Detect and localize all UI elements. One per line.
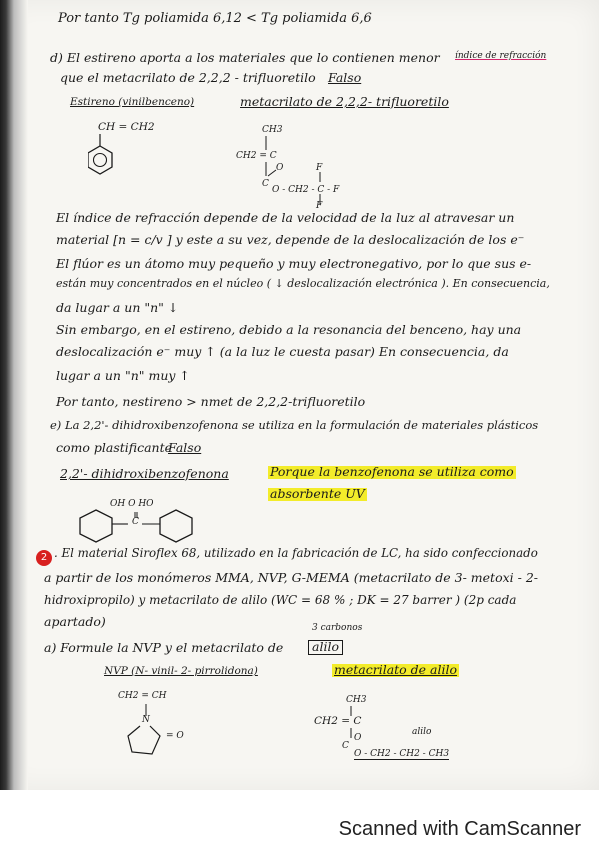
question-a-line: a) Formule la NVP y el metacrilato de [44, 640, 284, 655]
benzo-c: C [132, 517, 139, 527]
alilo-ch3: CH3 [346, 695, 367, 705]
alilo-ester-chain: O - CH2 - CH2 - CH3 [354, 749, 450, 759]
question-2-line3: hidroxipropilo) y metacrilato de alilo (WC = 68 % ; DK = 27 barrer ) (2p cada [44, 593, 517, 607]
alilo-boxed: alilo [308, 640, 343, 655]
estireno-vinyl: CH = CH2 [98, 121, 155, 133]
explanation-line-6: Sin embargo, en el estireno, debido a la resonancia del benceno, hay una [56, 322, 522, 337]
met-f-top: F [316, 163, 323, 173]
nvp-vinyl: CH2 = CH [118, 691, 167, 701]
heading-dihidroxibenzofenona: 2,2'- dihidroxibenzofenona [60, 466, 229, 481]
alilo-carbonyl-o: O [354, 733, 362, 743]
conclusion-n-line: Por tanto, nestireno > nmet de 2,2,2-trifluoretilo [56, 394, 366, 409]
met-ester-chain: O - CH2 - C - F [272, 185, 340, 195]
benzofenona-rings [72, 506, 202, 546]
benzo-oh-o-ho: OH O HO [110, 499, 154, 509]
question-e-line2: como plastificante [56, 440, 173, 455]
explanation-line-8: lugar a un "n" muy ↑ [56, 368, 190, 383]
question-e-line1: e) La 2,2'- dihidroxibenzofenona se utiliza en la formulación de materiales plásticos [50, 418, 539, 432]
met-ch2c: CH2 = C [236, 151, 277, 161]
alilo-c: C [342, 741, 349, 751]
question-d-indice: índice de refracción [455, 51, 547, 61]
nvp-carbonyl: = O [166, 731, 184, 741]
estireno-benzene-ring [88, 134, 118, 180]
explanation-line-4: están muy concentrados en el núcleo ( ↓ deslocalización electrónica ). En consecuencia, [56, 277, 550, 290]
camscanner-watermark: Scanned with CamScanner [338, 818, 581, 840]
page-edge-shadow [0, 0, 28, 790]
question-d-line2: que el metacrilato de 2,2,2 - trifluoretilo [60, 70, 316, 85]
alilo-ch2c: CH2 = C [314, 715, 362, 727]
nvp-pyrrolidone-ring [122, 700, 172, 760]
nvp-n: N [142, 715, 150, 725]
answer-falso-d: Falso [328, 70, 362, 85]
alilo-label: alilo [412, 727, 432, 737]
question-2-line4: apartado) [44, 614, 106, 629]
question-2-badge: 2 [36, 550, 52, 566]
met-c: C [262, 179, 269, 189]
heading-metacrilato-trifluoretilo: metacrilato de 2,2,2- trifluoretilo [240, 94, 449, 109]
explanation-line-7: deslocalización e⁻ muy ↑ (a la luz le cuesta pasar) En consecuencia, da [56, 344, 509, 359]
met-carbonyl-o: O [276, 163, 284, 173]
question-2-line1: . El material Siroflex 68, utilizado en la fabricación de LC, ha sido confeccionado [54, 546, 538, 560]
explanation-line-1: El índice de refracción depende de la velocidad de la luz al atravesar un [56, 210, 515, 225]
heading-metacrilato-alilo: metacrilato de alilo [334, 662, 458, 677]
answer-falso-e: Falso [168, 440, 202, 455]
explanation-line-5: da lugar a un "n" ↓ [56, 300, 179, 315]
explanation-line-3: El flúor es un átomo muy pequeño y muy electronegativo, por lo que sus e- [56, 256, 532, 271]
highlight-porque: Porque la benzofenona se utiliza como [270, 464, 514, 479]
conclusion-tg-line: Por tanto Tg poliamida 6,12 < Tg poliamida 6,6 [58, 11, 372, 26]
annotation-3-carbonos: 3 carbonos [312, 623, 363, 633]
heading-estireno: Estireno (vinilbenceno) [70, 96, 195, 108]
explanation-line-2: material [n = c/v ] y este a su vez, depende de la deslocalización de los e⁻ [56, 232, 525, 247]
question-d-line1: d) El estireno aporta a los materiales que lo contienen menor [50, 50, 440, 65]
highlight-absorbente: absorbente UV [270, 486, 365, 501]
met-f-bottom: F [316, 201, 323, 211]
met-ch3: CH3 [262, 125, 283, 135]
heading-nvp: NVP (N- vinil- 2- pirrolidona) [104, 665, 258, 677]
question-2-line2: a partir de los monómeros MMA, NVP, G-MEMA (metacrilato de 3- metoxi - 2- [44, 570, 538, 585]
